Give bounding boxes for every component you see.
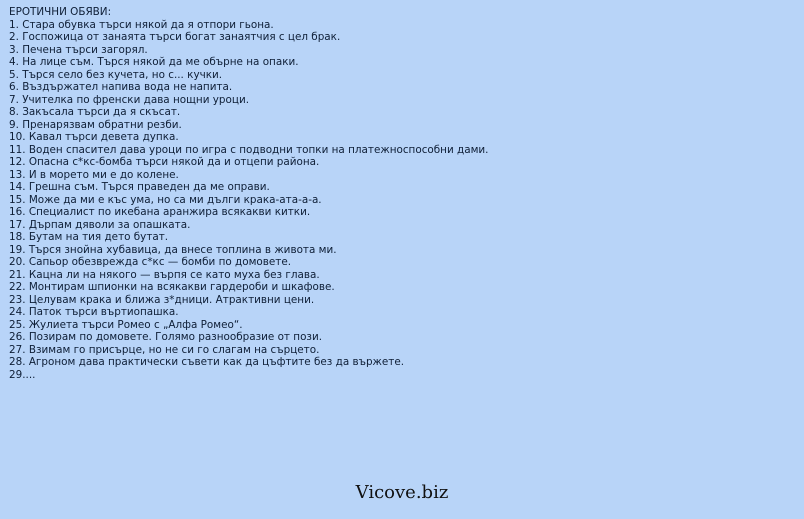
list-item: 27. Взимам го присърце, но не си го слагам на сърцето. [9, 343, 320, 356]
list-item: 19. Търся знойна хубавица, да внесе топлина в живота ми. [9, 243, 337, 256]
list-item: 7. Учителка по френски дава нощни уроци. [9, 93, 249, 106]
document-body [9, 6, 795, 381]
list-item: 4. На лице съм. Търся някой да ме обърне на опаки. [9, 56, 299, 68]
list-item: 8. Закъсала търси да я скъсат. [9, 106, 181, 118]
list-item: 10. Кавал търси девета дупка. [9, 131, 179, 143]
list-item: 12. Опасна с*кс-бомба търси някой да и отцепи района. [9, 156, 320, 168]
page-title: ЕРОТИЧНИ ОБЯВИ: [9, 6, 112, 18]
ad-list [9, 19, 795, 382]
list-item: 14. Грешна съм. Търся праведен да ме оправи. [9, 181, 270, 193]
list-item: 20. Сапьор обезврежда с*кс — бомби по домовете. [9, 256, 292, 268]
list-item: 26. Позирам по домовете. Голямо разнообразие от пози. [9, 331, 323, 343]
list-item: 18. Бутам на тия дето бутат. [9, 231, 169, 243]
site-watermark: Vicove.biz [355, 482, 449, 503]
list-item: 17. Дърпам дяволи за опашката. [9, 218, 191, 231]
list-item: 6. Въздържател напива вода не напита. [9, 81, 233, 93]
list-item: 2. Госпожица от занаята търси богат занаятчия с цел брак. [9, 31, 341, 43]
list-item: 3. Печена търси загорял. [9, 43, 148, 56]
list-item: 11. Воден спасител дава уроци по игра с подводни топки на платежноспособни дами. [9, 143, 489, 156]
list-item: 13. И в морето ми е до колене. [9, 168, 179, 181]
list-item: 23. Целувам крака и ближа з*дници. Атрактивни цени. [9, 293, 315, 306]
list-item: 22. Монтирам шпионки на всякакви гардероби и шкафове. [9, 281, 335, 293]
list-item: 25. Жулиета търси Ромео с „Алфа Ромео“. [9, 318, 243, 331]
list-item: 21. Кацна ли на някого — върпя се като муха без глава. [9, 268, 320, 281]
list-item: 9. Пренарязвам обратни резби. [9, 118, 182, 131]
list-item: 29.... [9, 368, 36, 381]
list-item: 16. Специалист по икебана аранжира всякакви китки. [9, 206, 311, 218]
list-item: 15. Може да ми е къс ума, но са ми дълги крака-ата-а-а. [9, 193, 322, 206]
list-item: 1. Стара обувка търси някой да я отпори гьона. [9, 18, 274, 31]
list-item: 24. Паток търси въртиопашка. [9, 306, 179, 318]
list-item: 28. Агроном дава практически съвети как да цъфтите без да вържете. [9, 356, 405, 368]
list-item: 5. Търся село без кучета, но с... кучки. [9, 68, 223, 81]
